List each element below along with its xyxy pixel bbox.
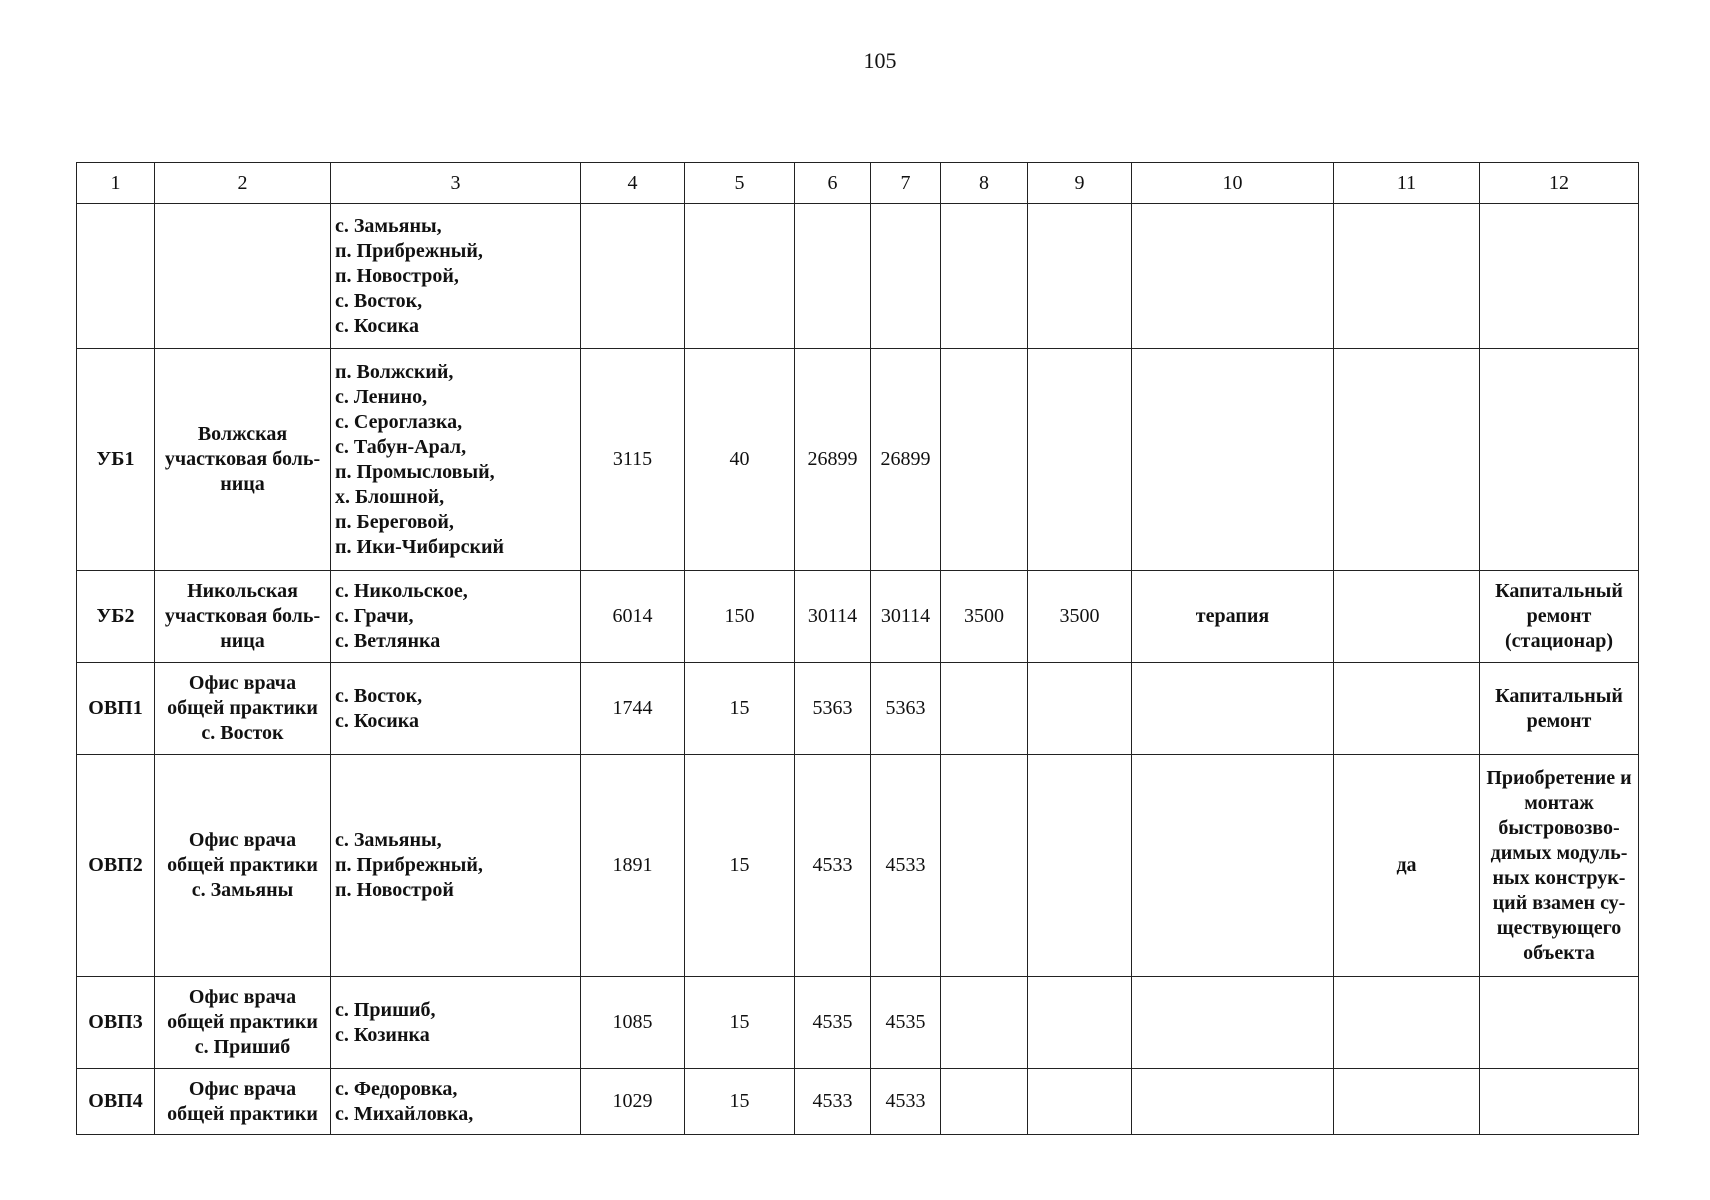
- cell-col4: 1029: [581, 1069, 685, 1135]
- column-header: 11: [1334, 163, 1480, 204]
- cell-col11: [1334, 663, 1480, 755]
- settlements: с. Замьяны, п. Прибрежный, п. Новострой: [331, 755, 581, 977]
- cell-col10: [1132, 977, 1334, 1069]
- cell-col11: [1334, 571, 1480, 663]
- cell-col12: Капитальный ремонт (стационар): [1480, 571, 1639, 663]
- page-number: 105: [863, 48, 897, 73]
- settlements: п. Волжский, с. Ленино, с. Сероглазка, с. Табун-Арал, п. Промысловый, х. Блошной, п. Береговой, п. Ики-Чибирский: [331, 349, 581, 571]
- column-header: 9: [1028, 163, 1132, 204]
- facility-name: Офис врача общей практики с. Пришиб: [155, 977, 331, 1069]
- cell-col8: [941, 977, 1028, 1069]
- table-row: [77, 204, 1639, 349]
- cell-col6: 30114: [795, 571, 871, 663]
- facility-name: [155, 204, 331, 349]
- cell-col4: 1891: [581, 755, 685, 977]
- cell-col4: 1085: [581, 977, 685, 1069]
- facility-code: ОВП3: [77, 977, 155, 1069]
- cell-col12: [1480, 1069, 1639, 1135]
- column-header: 1: [77, 163, 155, 204]
- column-header: 4: [581, 163, 685, 204]
- table-row: [77, 977, 1639, 1069]
- cell-col11: [1334, 1069, 1480, 1135]
- cell-col10: [1132, 663, 1334, 755]
- cell-col8: 3500: [941, 571, 1028, 663]
- facility-code: ОВП2: [77, 755, 155, 977]
- cell-col8: [941, 663, 1028, 755]
- facility-code: УБ1: [77, 349, 155, 571]
- cell-col10: [1132, 349, 1334, 571]
- cell-col9: [1028, 755, 1132, 977]
- cell-col7: 26899: [871, 349, 941, 571]
- settlements: с. Замьяны, п. Прибрежный, п. Новострой, с. Восток, с. Косика: [331, 204, 581, 349]
- cell-col12: Приобретение и монтаж быстровозво-димых модуль-ных конструк-ций взамен су-ществующего объекта: [1480, 755, 1639, 977]
- cell-col10: [1132, 204, 1334, 349]
- cell-col12: Капитальный ремонт: [1480, 663, 1639, 755]
- column-header: 6: [795, 163, 871, 204]
- table-row: [77, 1069, 1639, 1135]
- cell-col9: 3500: [1028, 571, 1132, 663]
- cell-col4: 3115: [581, 349, 685, 571]
- cell-col12: [1480, 977, 1639, 1069]
- cell-col4: 6014: [581, 571, 685, 663]
- facility-code: ОВП4: [77, 1069, 155, 1135]
- cell-col6: 4533: [795, 755, 871, 977]
- column-header: 10: [1132, 163, 1334, 204]
- facilities-table: [76, 162, 1639, 1135]
- table-row: [77, 663, 1639, 755]
- settlements: с. Никольское, с. Грачи, с. Ветлянка: [331, 571, 581, 663]
- cell-col6: 4535: [795, 977, 871, 1069]
- cell-col11: [1334, 977, 1480, 1069]
- cell-col6: 4533: [795, 1069, 871, 1135]
- cell-col8: [941, 204, 1028, 349]
- facility-name: Офис врача общей практики с. Замьяны: [155, 755, 331, 977]
- cell-col5: 15: [685, 1069, 795, 1135]
- cell-col5: 15: [685, 663, 795, 755]
- cell-col4: 1744: [581, 663, 685, 755]
- cell-col8: [941, 755, 1028, 977]
- header-row: [77, 163, 1639, 204]
- cell-col5: [685, 204, 795, 349]
- settlements: с. Восток, с. Косика: [331, 663, 581, 755]
- facility-code: УБ2: [77, 571, 155, 663]
- cell-col8: [941, 1069, 1028, 1135]
- table-row: [77, 571, 1639, 663]
- facility-name: Офис врача общей практики с. Восток: [155, 663, 331, 755]
- table-row: [77, 349, 1639, 571]
- cell-col7: 4533: [871, 1069, 941, 1135]
- table-row: [77, 755, 1639, 977]
- cell-col6: [795, 204, 871, 349]
- column-header: 5: [685, 163, 795, 204]
- cell-col9: [1028, 977, 1132, 1069]
- cell-col10: [1132, 1069, 1334, 1135]
- cell-col11: да: [1334, 755, 1480, 977]
- cell-col8: [941, 349, 1028, 571]
- facility-code: [77, 204, 155, 349]
- cell-col11: [1334, 204, 1480, 349]
- facility-name: Волжская участковая боль-ница: [155, 349, 331, 571]
- cell-col12: [1480, 349, 1639, 571]
- cell-col11: [1334, 349, 1480, 571]
- cell-col9: [1028, 1069, 1132, 1135]
- cell-col5: 15: [685, 977, 795, 1069]
- cell-col7: 4535: [871, 977, 941, 1069]
- settlements: с. Пришиб, с. Козинка: [331, 977, 581, 1069]
- cell-col10: терапия: [1132, 571, 1334, 663]
- cell-col9: [1028, 204, 1132, 349]
- facility-name: Офис врача общей практики: [155, 1069, 331, 1135]
- cell-col6: 5363: [795, 663, 871, 755]
- column-header: 8: [941, 163, 1028, 204]
- settlements: с. Федоровка, с. Михайловка,: [331, 1069, 581, 1135]
- cell-col7: 4533: [871, 755, 941, 977]
- cell-col5: 40: [685, 349, 795, 571]
- cell-col6: 26899: [795, 349, 871, 571]
- cell-col10: [1132, 755, 1334, 977]
- column-header: 12: [1480, 163, 1639, 204]
- cell-col7: 5363: [871, 663, 941, 755]
- cell-col5: 150: [685, 571, 795, 663]
- column-header: 7: [871, 163, 941, 204]
- facility-name: Никольская участковая боль-ница: [155, 571, 331, 663]
- cell-col7: 30114: [871, 571, 941, 663]
- cell-col9: [1028, 349, 1132, 571]
- column-header: 2: [155, 163, 331, 204]
- cell-col12: [1480, 204, 1639, 349]
- cell-col4: [581, 204, 685, 349]
- cell-col9: [1028, 663, 1132, 755]
- column-header: 3: [331, 163, 581, 204]
- cell-col7: [871, 204, 941, 349]
- cell-col5: 15: [685, 755, 795, 977]
- facility-code: ОВП1: [77, 663, 155, 755]
